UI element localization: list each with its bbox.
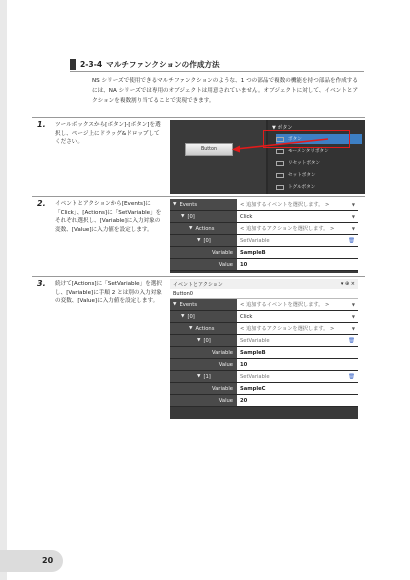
property-row[interactable] <box>170 199 358 211</box>
expand-triangle-icon[interactable]: ▼ <box>197 238 201 243</box>
property-row[interactable] <box>170 211 358 223</box>
step-divider <box>32 196 365 197</box>
section-number: 2-3-4 <box>80 59 103 69</box>
property-label: Value <box>170 395 237 406</box>
event-action-panel <box>170 279 358 419</box>
property-value[interactable]: SampleB <box>237 247 358 258</box>
property-rows <box>170 299 358 407</box>
add-dropdown[interactable]: < 追加するアクションを選択します。 > ▼ <box>237 323 358 334</box>
expand-triangle-icon[interactable]: ▼ <box>197 374 201 379</box>
property-row[interactable] <box>170 371 358 383</box>
panel-title: イベントとアクション <box>173 281 223 288</box>
dropdown-arrow-icon[interactable]: ▼ <box>351 302 355 307</box>
dropdown-arrow-icon[interactable]: ▼ <box>351 226 355 231</box>
property-label: Variable <box>170 347 237 358</box>
expand-triangle-icon[interactable]: ▼ <box>173 302 177 307</box>
intro-paragraph: NS シリーズで使用できるマルチファンクションのような、1 つの部品で複数の機能を持つ部品を作成するには、NA シリーズでは専用のオブジェクトは用意されていません。オブジェクトに対して、イベントとアクションを複数割り当てることで実現できます。 <box>92 78 359 104</box>
section-title: マルチファンクションの作成方法 <box>106 59 220 69</box>
add-dropdown[interactable]: < 追加するイベントを選択します。 > ▼ <box>237 199 358 210</box>
property-value[interactable]: Click ▼ <box>237 211 358 222</box>
toolbox-item-toggle[interactable]: トグルボタン <box>276 182 362 192</box>
property-label: ▼ [0] <box>170 311 237 322</box>
expand-triangle-icon[interactable]: ▼ <box>189 226 193 231</box>
property-row[interactable] <box>170 235 358 247</box>
panel-title-bar <box>170 279 358 289</box>
property-label: Value <box>170 359 237 370</box>
dropdown-arrow-icon[interactable]: ▼ <box>351 214 355 219</box>
property-value[interactable]: SampleC <box>237 383 358 394</box>
property-label: ▼ [0] <box>170 235 237 246</box>
property-row[interactable] <box>170 383 358 395</box>
property-row[interactable] <box>170 311 358 323</box>
expand-triangle-icon[interactable]: ▼ <box>181 214 185 219</box>
property-row[interactable] <box>170 335 358 347</box>
step-divider <box>32 276 365 277</box>
page-number-tab <box>0 550 63 572</box>
delete-icon[interactable]: 🗑 <box>348 373 355 380</box>
expand-triangle-icon[interactable]: ▼ <box>189 326 193 331</box>
property-label: ▼ Events <box>170 299 237 310</box>
property-value[interactable]: SetVariable 🗑 <box>237 235 358 246</box>
expand-triangle-icon[interactable]: ▼ <box>173 202 177 207</box>
property-label: ▼ Actions <box>170 223 237 234</box>
property-label: ▼ [0] <box>170 211 237 222</box>
add-dropdown[interactable]: < 追加するアクションを選択します。 > ▼ <box>237 223 358 234</box>
page-margin <box>0 0 7 580</box>
dropped-button[interactable]: Button <box>185 143 233 156</box>
delete-icon[interactable]: 🗑 <box>348 337 355 344</box>
step-3-number: 3. <box>37 279 46 288</box>
property-value[interactable]: 10 <box>237 259 358 270</box>
step-2-properties-panel <box>170 199 358 273</box>
property-value[interactable]: 10 <box>237 359 358 370</box>
toolbox-item-momentary[interactable]: モーメンタリボタン <box>276 146 362 156</box>
property-row[interactable] <box>170 299 358 311</box>
expand-triangle-icon[interactable]: ▼ <box>181 314 185 319</box>
property-row[interactable] <box>170 347 358 359</box>
step-2-number: 2. <box>37 199 46 208</box>
property-row[interactable] <box>170 359 358 371</box>
property-value[interactable]: SetVariable 🗑 <box>237 335 358 346</box>
selected-object-name: Button0 <box>170 289 358 299</box>
property-value[interactable]: SetVariable 🗑 <box>237 371 358 382</box>
property-value[interactable]: SampleB <box>237 347 358 358</box>
section-marker <box>70 59 76 70</box>
delete-icon[interactable]: 🗑 <box>348 237 355 244</box>
property-row[interactable] <box>170 259 358 271</box>
property-row[interactable] <box>170 223 358 235</box>
property-row[interactable] <box>170 395 358 407</box>
property-label: ▼ [0] <box>170 335 237 346</box>
property-row[interactable] <box>170 247 358 259</box>
toolbox-group-header[interactable]: ▼ ボタン <box>272 125 293 131</box>
property-label: Value <box>170 259 237 270</box>
property-label: Variable <box>170 383 237 394</box>
toolbox-item-reset[interactable]: リセットボタン <box>276 158 362 168</box>
property-value[interactable]: Click ▼ <box>237 311 358 322</box>
add-dropdown[interactable]: < 追加するイベントを選択します。 > ▼ <box>237 299 358 310</box>
dropdown-arrow-icon[interactable]: ▼ <box>351 326 355 331</box>
expand-triangle-icon[interactable]: ▼ <box>197 338 201 343</box>
step-1-number: 1. <box>37 120 46 129</box>
property-label: Variable <box>170 247 237 258</box>
property-label: ▼ [1] <box>170 371 237 382</box>
dropdown-arrow-icon[interactable]: ▼ <box>351 314 355 319</box>
section-heading <box>70 57 364 72</box>
step-3-text: 続けて[Actions]に「SetVariable」を選択し、[Variable]に手順 2 とは別の入力対象の変数、[Value]に入力値を設定します。 <box>55 281 162 305</box>
step-1-text: ツールボックスから[ボタン]-[ボタン]を選択し、ページ上にドラッグ&ドロップしてください。 <box>55 122 161 146</box>
toolbox-item-set[interactable]: セットボタン <box>276 170 362 180</box>
property-label: ▼ Events <box>170 199 237 210</box>
highlight-box <box>263 130 350 148</box>
property-value[interactable]: 20 <box>237 395 358 406</box>
page-number: 20 <box>42 556 54 565</box>
step-2-text: イベントとアクションから[Events]に「Click」、[Actions]に「SetVariable」をそれぞれ選択し、[Variable]に入力対象の変数、[Value]に入力値を設定します。 <box>55 201 162 233</box>
toolbox-item-button[interactable]: ボタン <box>276 134 362 144</box>
panel-window-controls[interactable]: ▾ ⊕ × <box>340 281 355 287</box>
step-divider <box>32 117 365 118</box>
property-row[interactable] <box>170 323 358 335</box>
dropdown-arrow-icon[interactable]: ▼ <box>351 202 355 207</box>
property-label: ▼ Actions <box>170 323 237 334</box>
